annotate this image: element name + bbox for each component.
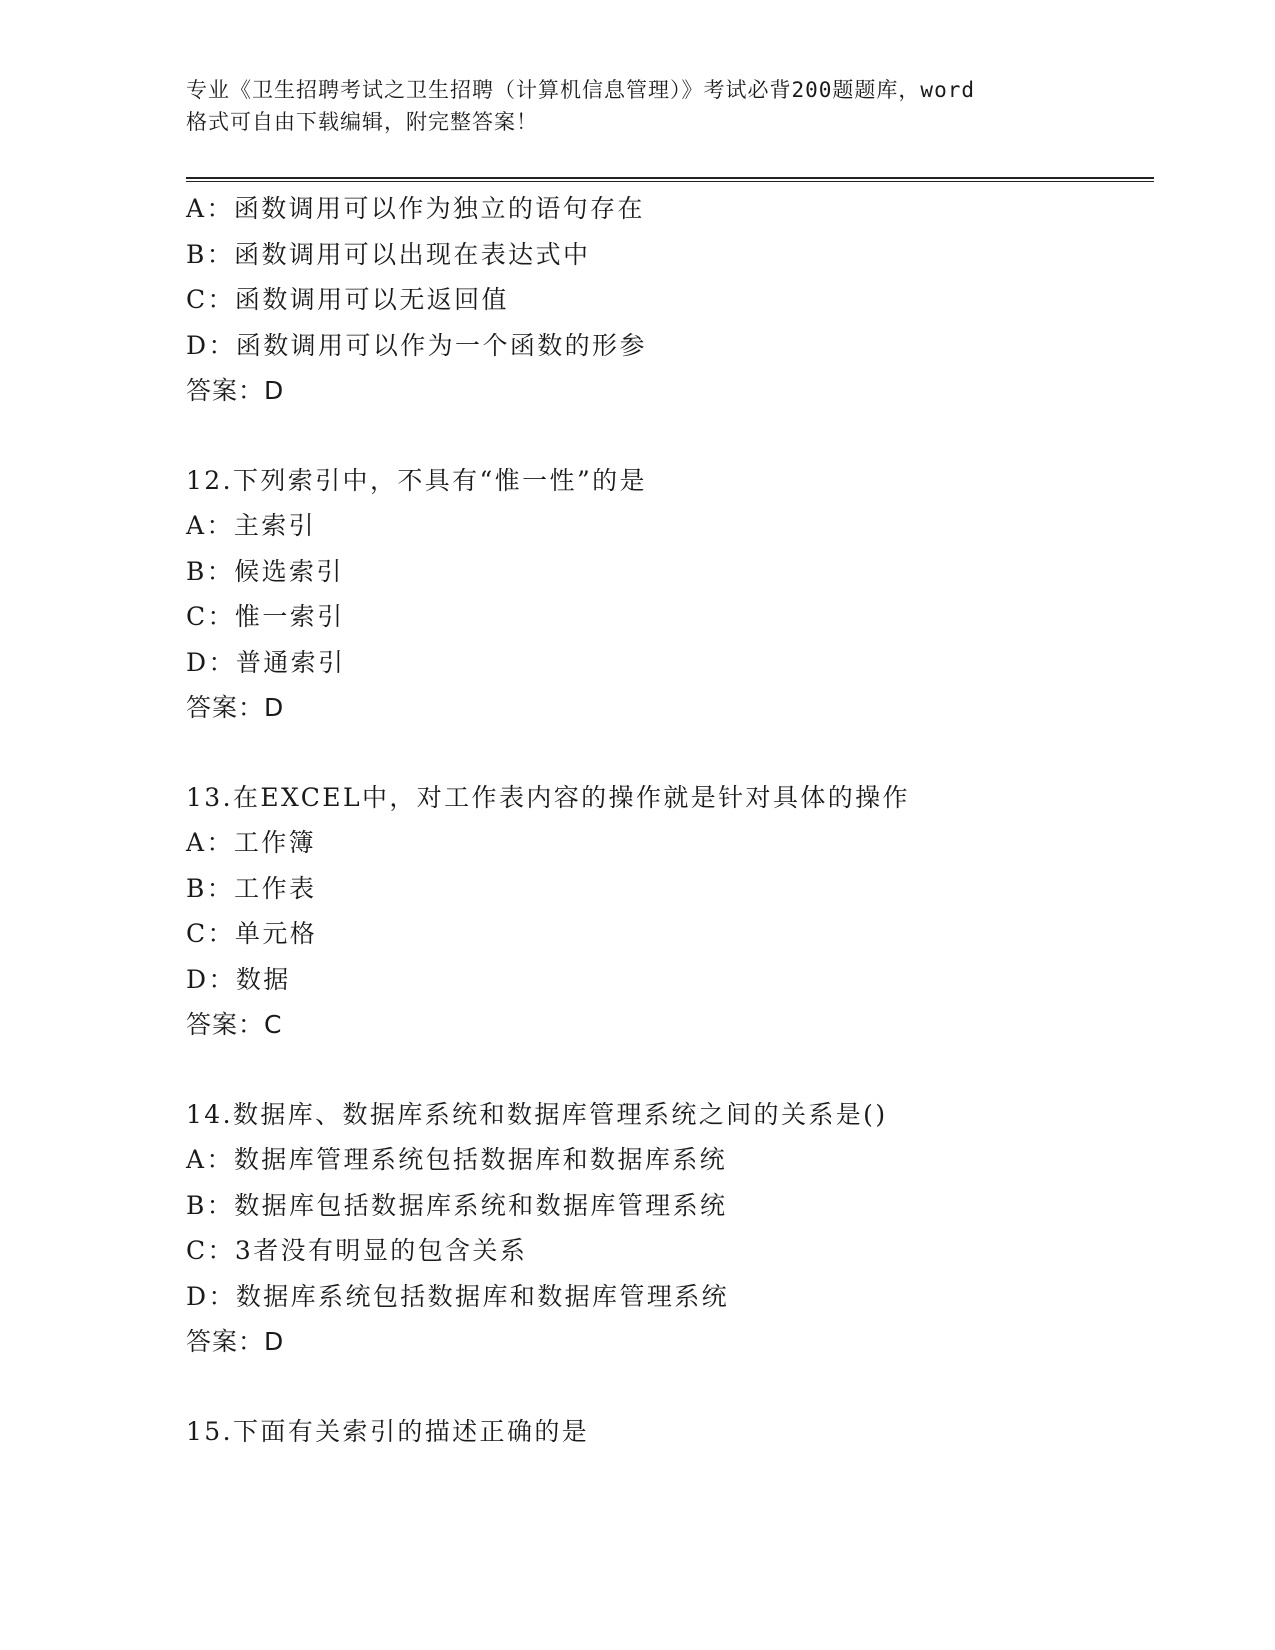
question-block-14 bbox=[186, 1092, 1146, 1365]
question-stem: 13.在EXCEL中，对工作表内容的操作就是针对具体的操作 bbox=[186, 782, 910, 812]
spacer bbox=[186, 414, 1146, 458]
header-divider-thin bbox=[186, 181, 1154, 182]
question-block-12 bbox=[186, 458, 1146, 731]
header-line-2: 格式可自由下载编辑，附完整答案！ bbox=[186, 110, 538, 134]
header-line-1: 专业《卫生招聘考试之卫生招聘（计算机信息管理）》考试必背200题题库，word bbox=[186, 78, 975, 102]
answer-line: 答案：D bbox=[186, 376, 285, 405]
document-header bbox=[186, 74, 1086, 138]
option-d: D：数据库系统包括数据库和数据库管理系统 bbox=[186, 1281, 730, 1311]
option-d: D：普通索引 bbox=[186, 647, 346, 677]
option-b: B：数据库包括数据库系统和数据库管理系统 bbox=[186, 1190, 728, 1220]
option-a: A：数据库管理系统包括数据库和数据库系统 bbox=[186, 1145, 728, 1174]
option-d: D：数据 bbox=[186, 964, 291, 994]
spacer bbox=[186, 731, 1146, 775]
option-b: B：函数调用可以出现在表达式中 bbox=[186, 239, 591, 269]
question-stem: 14.数据库、数据库系统和数据库管理系统之间的关系是() bbox=[186, 1099, 888, 1129]
option-c: C：惟一索引 bbox=[186, 602, 345, 631]
option-a: A：工作簿 bbox=[186, 828, 317, 857]
question-stem: 12.下列索引中，不具有“惟一性”的是 bbox=[186, 465, 647, 495]
answer-line: 答案：D bbox=[186, 1327, 285, 1356]
option-c: C：函数调用可以无返回值 bbox=[186, 285, 509, 314]
question-block-11 bbox=[186, 186, 1146, 414]
option-c: C：3者没有明显的包含关系 bbox=[186, 1236, 528, 1265]
answer-line: 答案：D bbox=[186, 693, 285, 722]
answer-line: 答案：C bbox=[186, 1010, 283, 1039]
question-stem: 15.下面有关索引的描述正确的是 bbox=[186, 1416, 590, 1446]
option-d: D：函数调用可以作为一个函数的形参 bbox=[186, 330, 647, 360]
spacer bbox=[186, 1365, 1146, 1409]
option-c: C：单元格 bbox=[186, 919, 318, 948]
option-b: B：工作表 bbox=[186, 873, 317, 903]
option-a: A：函数调用可以作为独立的语句存在 bbox=[186, 194, 645, 223]
question-block-15 bbox=[186, 1409, 1146, 1455]
header-divider-thick bbox=[186, 177, 1154, 179]
option-b: B：候选索引 bbox=[186, 556, 344, 586]
question-list bbox=[186, 186, 1146, 1454]
spacer bbox=[186, 1048, 1146, 1092]
question-block-13 bbox=[186, 775, 1146, 1048]
option-a: A：主索引 bbox=[186, 511, 317, 540]
